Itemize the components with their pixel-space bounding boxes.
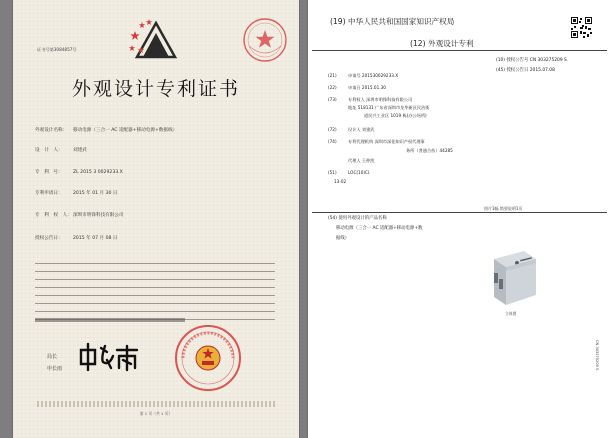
field-label: 申请号 xyxy=(348,73,361,78)
agency-field xyxy=(328,139,425,145)
field-label: 授权公告日： xyxy=(35,236,63,241)
header-divider xyxy=(312,50,607,51)
patent-gazette xyxy=(308,0,613,438)
field-value: 移动电源（三合一 AC 适配器+移动电源+数据线） xyxy=(73,128,178,133)
product-name-line2: 据线） xyxy=(336,236,350,241)
director-label: 局长 xyxy=(47,354,58,360)
field-label: 代理人 xyxy=(348,158,361,163)
qr-code-icon xyxy=(571,17,592,38)
application-number-field xyxy=(328,73,398,79)
field-code: (51) xyxy=(328,170,337,175)
product-3d-view-image xyxy=(480,245,542,310)
field-code: (73) xyxy=(328,97,337,102)
field-label: 地址 xyxy=(348,105,357,110)
certificate-body-text-end xyxy=(35,318,185,322)
certificate-body-text xyxy=(35,260,275,320)
field-value: 2015 年 01 月 30 日 xyxy=(73,191,118,196)
side-document-code: CN 303275209 S xyxy=(595,340,599,371)
field-value: 深圳市深佳知识产权代理事 xyxy=(374,139,425,144)
field-code: (22) xyxy=(328,85,337,90)
product-name-line1: 移动电源（三合一 AC 适配器+移动电源+数 xyxy=(336,226,423,231)
application-date-field xyxy=(328,85,386,91)
field-label: 设计人 xyxy=(348,127,361,132)
certificate-title: 外观设计专利证书 xyxy=(71,78,240,100)
field-value: 深圳市明锋科技有限公司 xyxy=(73,213,124,218)
field-label: 专利权人 xyxy=(348,97,365,102)
document-type: (12) 外观设计专利 xyxy=(410,39,474,48)
field-code: (74) xyxy=(328,139,337,144)
field-label: 外观设计名称： xyxy=(35,128,68,133)
agency-continued xyxy=(406,148,453,154)
patentee-field xyxy=(328,97,412,103)
grant-date-field xyxy=(35,235,117,241)
designer-field xyxy=(328,127,375,133)
field-value: 深圳市明锋科技有限公司 xyxy=(366,97,413,102)
director-name: 申长雨 xyxy=(47,366,63,372)
field-value: 13-02 xyxy=(334,179,347,184)
issuer-header: (19) 中华人民共和国国家知识产权局 xyxy=(330,17,455,26)
application-date-field xyxy=(35,190,117,196)
field-label: 专 利 权 人： xyxy=(35,213,72,218)
address-continued xyxy=(364,113,427,119)
field-code: (72) xyxy=(328,127,337,132)
patent-number-field xyxy=(35,169,123,175)
publication-number: (10) 授权公告号 CN 303275209 S xyxy=(496,58,567,63)
field-value: 2015 年 07 月 08 日 xyxy=(73,236,118,241)
address-field xyxy=(328,105,430,111)
page-footer: 第 1 页（共 1 页） xyxy=(139,411,173,416)
decorative-border xyxy=(37,401,275,407)
field-label: 专利代理机构 xyxy=(348,139,374,144)
field-value: ZL 2015 3 0029233.X xyxy=(73,170,123,175)
official-seal-icon xyxy=(241,16,289,64)
field-label: LOC(10)Cl. xyxy=(348,170,371,175)
field-value: 刘建武 xyxy=(73,148,87,153)
field-value: 518131 广东省深圳市龙华新区民治街 xyxy=(357,105,430,110)
design-name-field xyxy=(35,127,177,133)
field-value: 刘建武 xyxy=(361,127,375,132)
field-value: 201530029233.X xyxy=(361,73,399,78)
publication-date: (45) 授权公告日 2015.07.08 xyxy=(496,68,555,73)
field-label: 申请日 xyxy=(348,85,361,90)
section-divider xyxy=(312,212,607,213)
product-name-header: (54) 使用外观设计的产品名称 xyxy=(328,216,387,221)
loc-class-field xyxy=(328,170,370,175)
national-seal-icon xyxy=(173,323,243,393)
agent-field xyxy=(348,158,375,164)
handwritten-signature xyxy=(77,342,141,372)
field-code: (21) xyxy=(328,73,337,78)
field-label: 专 利 号： xyxy=(35,170,63,175)
loc-class-value xyxy=(334,179,346,184)
field-value: 王仲凯 xyxy=(361,158,375,163)
pages-note: 图片1幅 简要说明1页 xyxy=(484,206,523,211)
field-label: 设 计 人： xyxy=(35,148,63,153)
field-label: 专利申请日： xyxy=(35,191,63,196)
certificate-number: 证书号第3084857号 xyxy=(37,47,77,52)
field-value: 务所（普通合伙）44285 xyxy=(406,148,453,153)
patent-emblem-icon xyxy=(129,17,183,67)
patentee-field xyxy=(35,212,124,218)
field-value: 2015.01.30 xyxy=(361,85,386,90)
field-value: 道民兴工业区 1019 栋(办公场所) xyxy=(364,113,427,118)
figure-caption: 立体图 xyxy=(505,311,517,316)
designer-field xyxy=(35,147,87,153)
patent-certificate xyxy=(13,0,299,438)
